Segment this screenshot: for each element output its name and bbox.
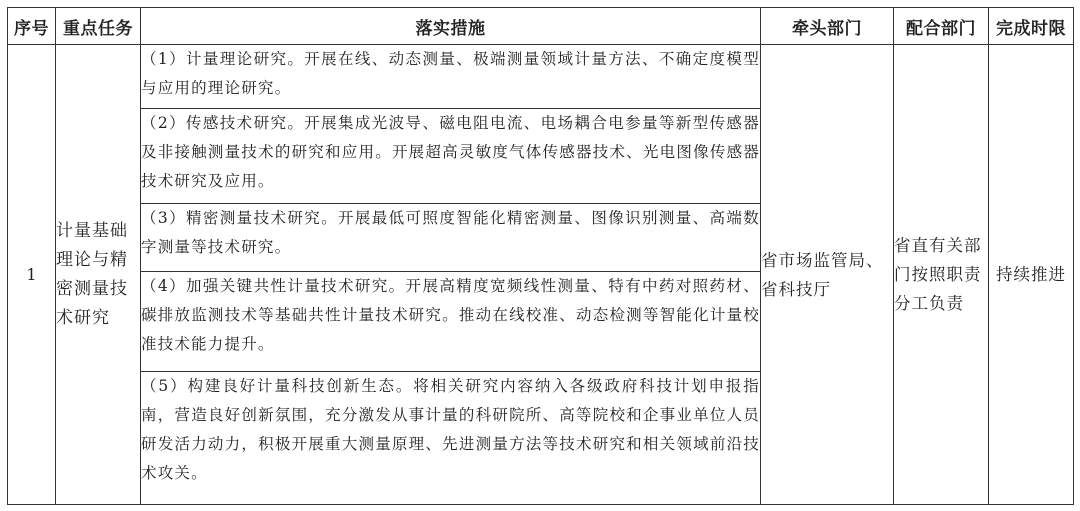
header-lead-department: 牵头部门: [761, 8, 894, 45]
key-task: 计量基础理论与精密测量技术研究: [56, 45, 141, 505]
deadline: 持续推进: [989, 45, 1074, 505]
header-measures: 落实措施: [141, 8, 761, 45]
measure-item-1: （1）计量理论研究。开展在线、动态测量、极端测量领域计量方法、不确定度模型与应用的理论研究。: [141, 45, 761, 109]
table-row: [8, 45, 1074, 109]
header-task: 重点任务: [56, 8, 141, 45]
cooperating-department: 省直有关部门按照职责分工负责: [894, 45, 989, 505]
measure-item-4: （4）加强关键共性计量技术研究。开展高精度宽频线性测量、特有中药对照药材、碳排放监测技术等基础共性计量技术研究。推动在线校准、动态检测等智能化计量校准技术能力提升。: [141, 272, 761, 372]
measure-item-2: （2）传感技术研究。开展集成光波导、磁电阻电流、电场耦合电参量等新型传感器及非接触测量技术的研究和应用。开展超高灵敏度气体传感器技术、光电图像传感器技术研究及应用。: [141, 109, 761, 204]
header-no: 序号: [8, 8, 56, 45]
row-number: 1: [8, 45, 56, 505]
measure-item-3: （3）精密测量技术研究。开展最低可照度智能化精密测量、图像识别测量、高端数字测量等技术研究。: [141, 204, 761, 272]
header-row: [8, 8, 1074, 45]
lead-department: 省市场监管局、省科技厅: [761, 45, 894, 505]
header-cooperating-department: 配合部门: [894, 8, 989, 45]
task-table: [7, 7, 1074, 505]
header-deadline: 完成时限: [989, 8, 1074, 45]
measure-item-5: （5）构建良好计量科技创新生态。将相关研究内容纳入各级政府科技计划申报指南，营造良好创新氛围，充分激发从事计量的科研院所、高等院校和企事业单位人员研发活力动力，积极开展重大测量原理、先进测量方法等技术研究和相关领域前沿技术攻关。: [141, 372, 761, 505]
